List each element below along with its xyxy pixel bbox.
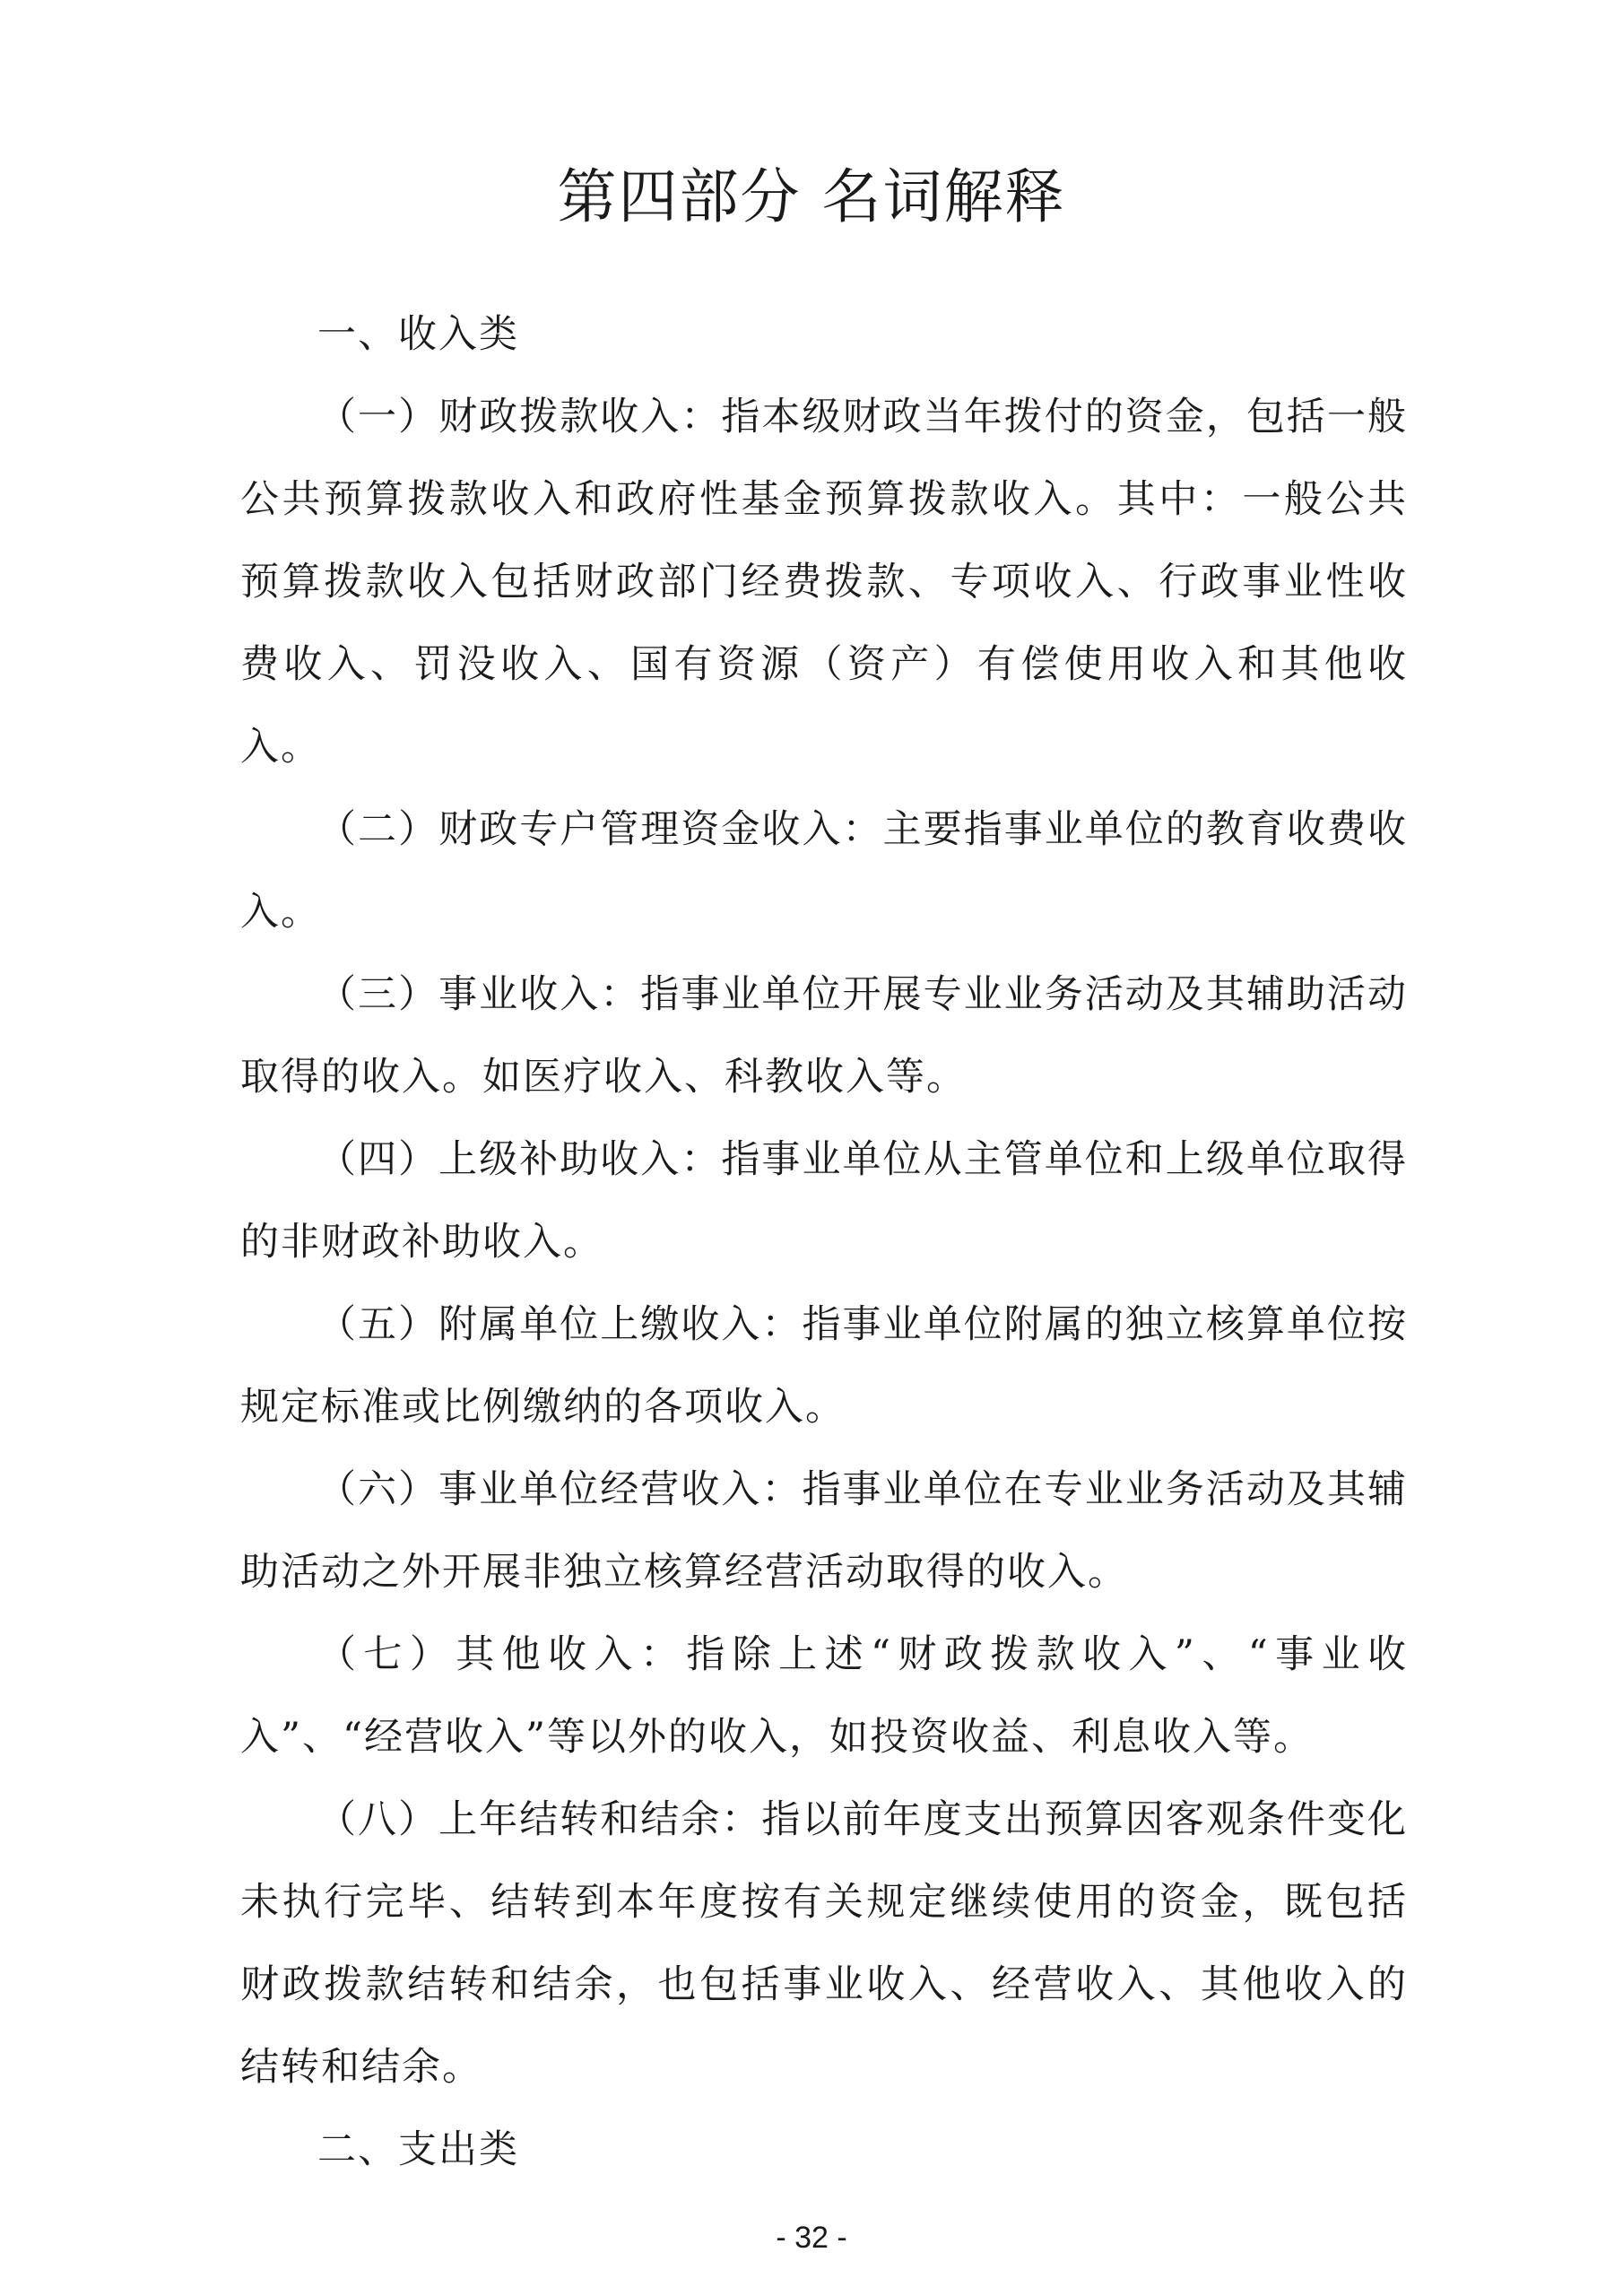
- page-number: - 32 -: [776, 2221, 847, 2255]
- paragraph-business-income: （三）事业收入：指事业单位开展专业业务活动及其辅助活动取得的收入。如医疗收入、科教收入等。: [240, 972, 1408, 1100]
- paragraph-other-income: （七）其他收入：指除上述“财政拨款收入”、“事业收入”、“经营收入”等以外的收入，如投资收益、利息收入等。: [240, 1632, 1408, 1760]
- section-heading-income: 一、收入类: [317, 312, 519, 357]
- paragraph-fiscal-appropriation-income: （一）财政拨款收入：指本级财政当年拨付的资金，包括一般公共预算拨款收入和政府性基金预算拨款收入。其中：一般公共预算拨款收入包括财政部门经费拨款、专项收入、行政事业性收费收入、罚没收入、国有资源（资产）有偿使用收入和其他收入。: [240, 395, 1408, 770]
- page-title: 第四部分 名词解释: [557, 162, 1066, 231]
- paragraph-affiliated-unit-income: （五）附属单位上缴收入：指事业单位附属的独立核算单位按规定标准或比例缴纳的各项收入。: [240, 1302, 1408, 1430]
- paragraph-superior-subsidy-income: （四）上级补助收入：指事业单位从主管单位和上级单位取得的非财政补助收入。: [240, 1137, 1408, 1265]
- paragraph-operating-income: （六）事业单位经营收入：指事业单位在专业业务活动及其辅助活动之外开展非独立核算经营活动取得的收入。: [240, 1467, 1408, 1595]
- paragraph-special-account-income: （二）财政专户管理资金收入：主要指事业单位的教育收费收入。: [240, 807, 1408, 935]
- paragraph-carryover-balance: （八）上年结转和结余：指以前年度支出预算因客观条件变化未执行完毕、结转到本年度按有关规定继续使用的资金，既包括财政拨款结转和结余，也包括事业收入、经营收入、其他收入的结转和结余。: [240, 1797, 1408, 2090]
- document-body: [240, 293, 1408, 2191]
- section-heading-expenditure: 二、支出类: [317, 2127, 519, 2172]
